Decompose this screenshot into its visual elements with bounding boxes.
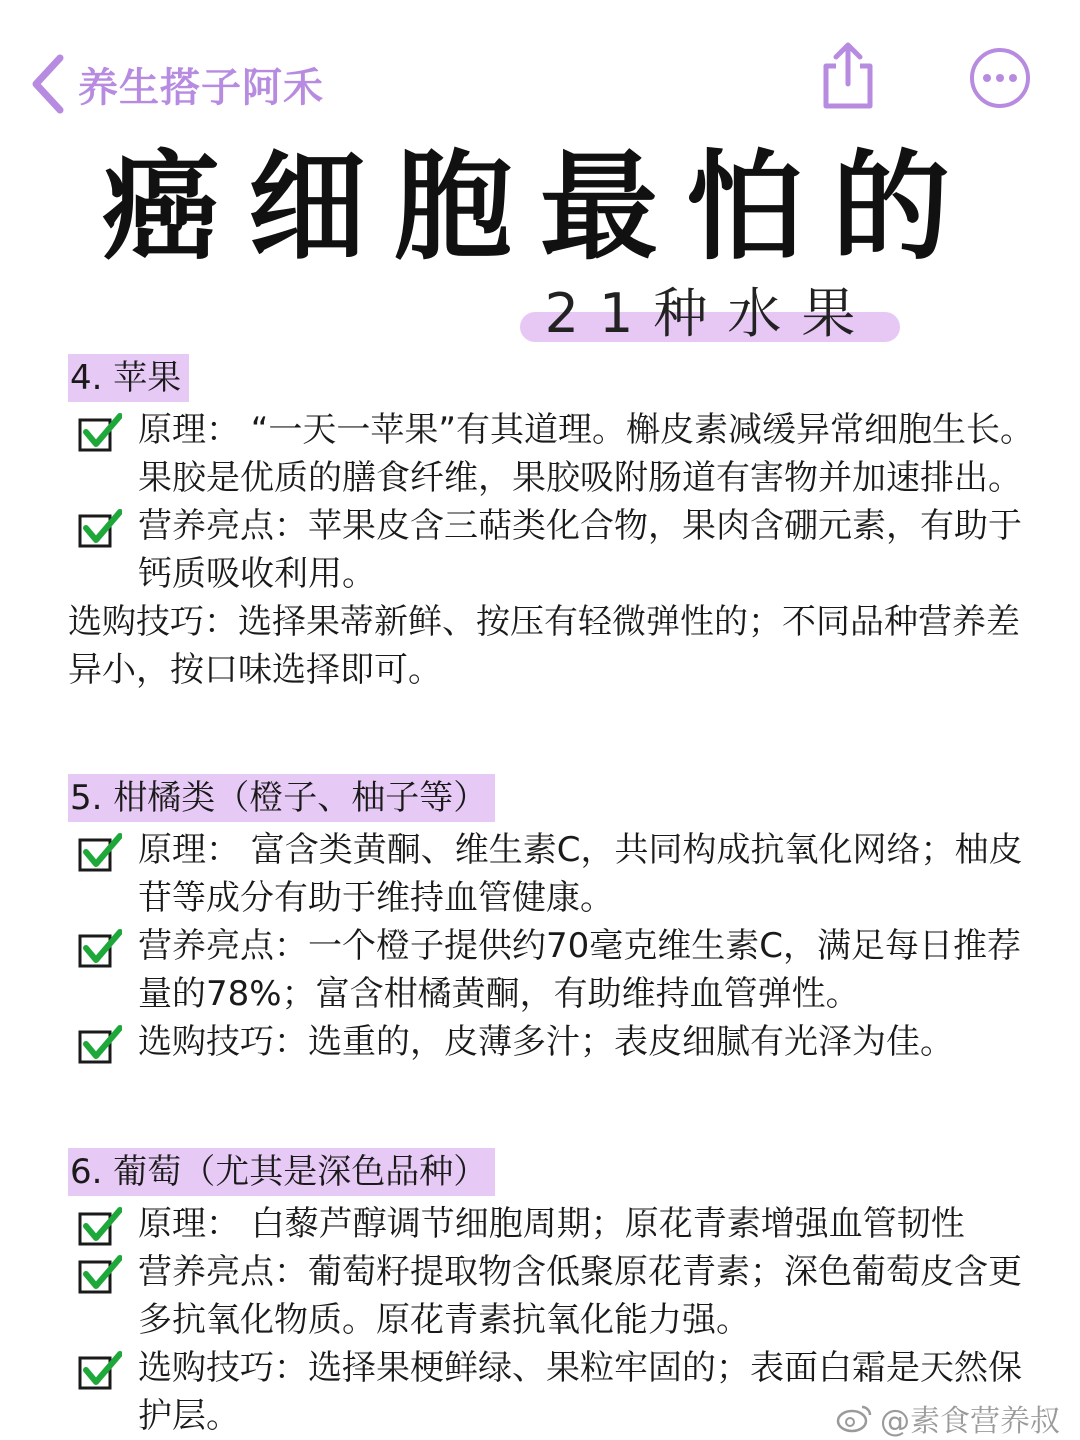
checkbox-checked-icon	[78, 1254, 122, 1294]
checkbox-checked-icon	[78, 1350, 122, 1390]
item-text: 营养亮点：葡萄籽提取物含低聚原花青素；深色葡萄皮含更多抗氧化物质。原花青素抗氧化能力强。	[138, 1252, 1022, 1340]
item-text: 原理： 富含类黄酮、维生素C，共同构成抗氧化网络；柚皮苷等成分有助于维持血管健康。	[138, 830, 1023, 918]
account-name: 养生搭子阿禾	[78, 64, 324, 111]
spacer	[68, 694, 1048, 774]
item-text: 营养亮点：苹果皮含三萜类化合物，果肉含硼元素，有助于钙质吸收利用。	[138, 506, 1022, 594]
subtitle-block	[520, 282, 900, 348]
checkbox-checked-icon	[78, 1024, 122, 1064]
page-title: 癌细胞最怕的	[101, 138, 978, 276]
checkbox-checked-icon	[78, 928, 122, 968]
chevron-left-icon	[28, 52, 68, 116]
more-options-icon[interactable]	[968, 46, 1032, 110]
item-text: 选购技巧：选重的，皮薄多汁；表皮细腻有光泽为佳。	[138, 1022, 954, 1062]
list-item	[68, 1018, 1048, 1066]
page-subtitle: 21种水果	[544, 282, 876, 345]
buying-tip: 选购技巧：选择果蒂新鲜、按压有轻微弹性的；不同品种营养差异小，按口味选择即可。	[68, 602, 1020, 690]
section-heading: 6. 葡萄（尤其是深色品种）	[68, 1148, 495, 1196]
section-apple	[68, 354, 1048, 694]
item-text: 原理： “一天一苹果”有其道理。槲皮素减缓异常细胞生长。果胶是优质的膳食纤维，果胶吸附肠道有害物并加速排出。	[138, 410, 1035, 498]
article-content	[68, 354, 1048, 1440]
checkbox-checked-icon	[78, 508, 122, 548]
back-button[interactable]	[28, 52, 324, 116]
section-heading: 5. 柑橘类（橙子、柚子等）	[68, 774, 495, 822]
checkbox-checked-icon	[78, 832, 122, 872]
item-text: 选购技巧：选择果梗鲜绿、果粒牢固的；表面白霜是天然保护层。	[138, 1348, 1022, 1436]
list-item	[68, 1200, 1048, 1248]
section-heading: 4. 苹果	[68, 354, 189, 402]
list-item	[68, 406, 1048, 502]
list-item	[68, 826, 1048, 922]
list-item	[68, 502, 1048, 598]
item-text: 原理： 白藜芦醇调节细胞周期；原花青素增强血管韧性	[138, 1204, 965, 1244]
checkbox-checked-icon	[78, 1206, 122, 1246]
weibo-logo-icon	[836, 1403, 874, 1433]
top-bar	[0, 0, 1080, 140]
checkbox-checked-icon	[78, 412, 122, 452]
item-text: 营养亮点：一个橙子提供约70毫克维生素C，满足每日推荐量的78%；富含柑橘黄酮，有助维持血管弹性。	[138, 926, 1022, 1014]
watermark	[836, 1396, 1060, 1440]
share-icon[interactable]	[818, 40, 878, 112]
spacer	[68, 1066, 1048, 1148]
list-item	[68, 922, 1048, 1018]
list-item	[68, 1248, 1048, 1344]
watermark-text: @素食营养叔	[880, 1404, 1060, 1439]
section-citrus	[68, 774, 1048, 1066]
